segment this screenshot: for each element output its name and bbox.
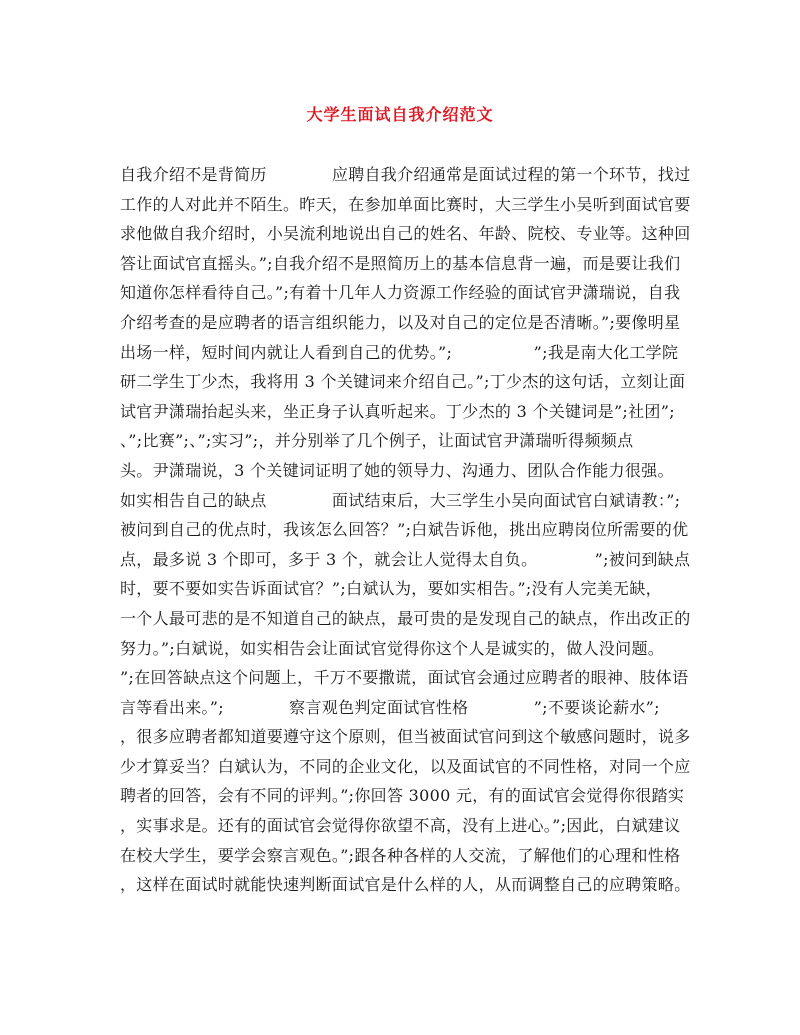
body-line: ，实事求是。还有的面试官会觉得你欲望不高，没有上进心。”;因此，白斌建议 (120, 816, 681, 836)
body-line: ，很多应聘者都知道要遵守这个原则，但当被面试官问到这个敏感问题时，说多 (120, 727, 691, 747)
body-line: 聘者的回答，会有不同的评判。”;你回答 3000 元，有的面试官会觉得你很踏实 (120, 786, 685, 806)
body-line: 少才算妥当？白斌认为，不同的企业文化，以及面试官的不同性格，对同一个应 (120, 756, 691, 776)
body-line: 如实相告自己的缺点 面试结束后，大三学生小吴向面试官白斌请教：”; (120, 490, 681, 510)
document-body (120, 160, 691, 900)
body-line: 一个人最可悲的是不知道自己的缺点，最可贵的是发现自己的缺点，作出改正的 (120, 608, 691, 628)
body-line: 答让面试官直摇头。”;自我介绍不是照简历上的基本信息背一遍，而是要让我们 (120, 253, 681, 273)
document-title: 大学生面试自我介绍范文 (306, 105, 494, 124)
body-line: 出场一样，短时间内就让人看到自己的优势。”; ”;我是南大化工学院 (120, 342, 679, 362)
body-line: 求他做自我介绍时，小吴流利地说出自己的姓名、年龄、院校、专业等。这种回 (120, 224, 691, 244)
body-line: 头。尹潇瑞说，3 个关键词证明了她的领导力、沟通力、团队合作能力很强。 (120, 460, 674, 480)
body-line: 介绍考查的是应聘者的语言组织能力，以及对自己的定位是否清晰。”;要像明星 (120, 312, 681, 332)
body-line: 言等看出来。”; 察言观色判定面试官性格 ”;不要谈论薪水”; (120, 697, 660, 717)
body-line: 自我介绍不是背简历 应聘自我介绍通常是面试过程的第一个环节，找过 (120, 165, 691, 184)
body-line: 在校大学生，要学会察言观色。”;跟各种各样的人交流，了解他们的心理和性格 (120, 845, 681, 865)
body-line: 工作的人对此并不陌生。昨天，在参加单面比赛时，大三学生小吴听到面试官要 (120, 194, 691, 214)
body-line: 努力。”;白斌说，如实相告会让面试官觉得你这个人是诚实的，做人没问题。 (120, 638, 665, 658)
body-line: 点，最多说 3 个即可，多于 3 个，就会让人觉得太自负。 ”;被问到缺点 (120, 549, 691, 569)
body-line: 研二学生丁少杰，我将用 3 个关键词来介绍自己。”;丁少杰的这句话，立刻让面 (120, 372, 686, 392)
body-line: ”;在回答缺点这个问题上，千万不要撒谎，面试官会通过应聘者的眼神、肢体语 (120, 668, 689, 688)
body-line: 知道你怎样看待自己。”;有着十几年人力资源工作经验的面试官尹潇瑞说，自我 (120, 283, 681, 303)
body-line: ，这样在面试时就能快速判断面试官是什么样的人，从而调整自己的应聘策略。 (120, 875, 691, 895)
body-line: 试官尹潇瑞抬起头来，坐正身子认真听起来。丁少杰的 3 个关键词是”;社团”; (120, 401, 675, 421)
body-line: 时，要不要如实告诉面试官？”;白斌认为，要如实相告。”;没有人完美无缺， (120, 579, 662, 599)
body-line: 、”;比赛”;、”;实习”;，并分别举了几个例子，让面试官尹潇瑞听得频频点 (120, 431, 634, 451)
body-line: 被问到自己的优点时，我该怎么回答？”;白斌告诉他，挑出应聘岗位所需要的优 (120, 520, 689, 540)
